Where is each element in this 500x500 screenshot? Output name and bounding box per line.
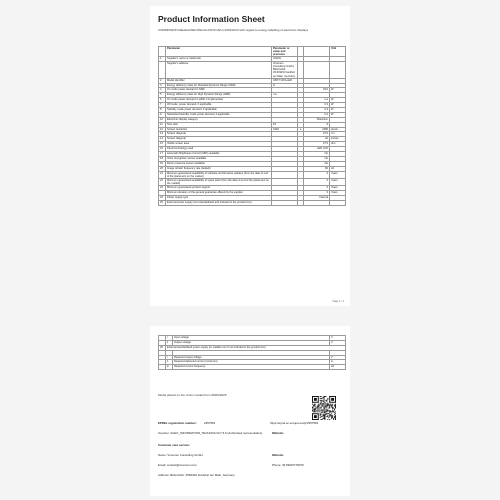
table-cell bbox=[330, 200, 346, 205]
table-cell: Years bbox=[330, 178, 346, 185]
table-cell: 3 bbox=[304, 171, 330, 178]
table-cell: Image refresh frequency rate (default) bbox=[166, 166, 272, 171]
table-cell: Networked standby mode power demand, if applicable bbox=[166, 112, 272, 117]
table-cell: 25 bbox=[159, 200, 166, 205]
table-cell: 1080 bbox=[304, 127, 330, 132]
table-cell: External standardised power supply (or suitable one if not included in the product box) bbox=[166, 345, 346, 350]
table-cell: Required output voltage bbox=[173, 355, 330, 360]
table-cell: 4 bbox=[159, 88, 166, 93]
table-cell: 26 bbox=[159, 345, 166, 350]
table-cell: : bbox=[298, 122, 304, 127]
table-cell bbox=[159, 47, 166, 57]
table-cell: W bbox=[330, 98, 346, 103]
table-cell: 24 bbox=[159, 195, 166, 200]
table-cell: 3 bbox=[304, 178, 330, 185]
table-cell: Energy efficiency class for Standard Dynamic Range (SDR) bbox=[166, 83, 272, 88]
table-cell: pixels bbox=[330, 127, 346, 132]
table-cell: 27.6 bbox=[304, 132, 330, 137]
product-info-table bbox=[158, 46, 346, 206]
table-cell: 16 bbox=[159, 147, 166, 152]
table-cell: Output voltage bbox=[173, 340, 330, 345]
table-cell: 32 bbox=[304, 137, 330, 142]
market-placement-note: Model placed on the Union market from 06/05/2025. bbox=[158, 393, 228, 397]
table-cell: Screen diagonal bbox=[166, 132, 272, 137]
customer-service-heading: Customer care service: bbox=[158, 443, 190, 447]
table-cell: 27.6 bbox=[304, 142, 330, 147]
page-1 bbox=[150, 6, 350, 306]
page-2 bbox=[150, 326, 350, 496]
table-cell: Standby mode power demand, if applicable bbox=[166, 107, 272, 112]
table-cell: inches bbox=[330, 137, 346, 142]
table-cell: iii bbox=[166, 365, 173, 370]
table-cell: 3 bbox=[159, 83, 166, 88]
website2-label: Website: bbox=[272, 453, 284, 457]
table-cell: Input voltage bbox=[173, 336, 330, 341]
table-row bbox=[159, 200, 346, 205]
table-cell: ii bbox=[166, 360, 173, 365]
table-cell: V bbox=[330, 336, 346, 341]
table-cell bbox=[304, 200, 330, 205]
table-cell: 9 bbox=[159, 112, 166, 117]
table-cell: LED LCD bbox=[304, 147, 330, 152]
table-cell: Parameter or value and precision bbox=[272, 47, 298, 57]
importer-line: Importer: ACEO_INFORMATION_TECHNOLOGY 5.6 (Authorised representative) bbox=[158, 431, 263, 435]
table-cell: A bbox=[330, 360, 346, 365]
website-label: Website: bbox=[272, 431, 284, 435]
table-cell: Panel technology used bbox=[166, 147, 272, 152]
table-cell: Energy efficiency class for High Dynamic Range (HDR) bbox=[166, 93, 272, 98]
table-cell: Visible screen area bbox=[166, 142, 272, 147]
table-cell: G bbox=[272, 83, 298, 88]
table-cell: W bbox=[330, 107, 346, 112]
table-row bbox=[159, 171, 346, 178]
sheet-title: Product Information Sheet bbox=[158, 14, 265, 24]
table-cell: Required current frequency bbox=[173, 365, 330, 370]
table-cell: No bbox=[304, 161, 330, 166]
table-cell: ORT-T-ROLLER bbox=[272, 78, 298, 83]
eprel-link[interactable]: https://eprel.ec.europa.eu/qr/2357581 bbox=[270, 421, 319, 425]
table-cell bbox=[304, 47, 330, 57]
table-cell: Vroemen Consulting GmbH, Bahnhofstr. 45,60329 Frankfurt am Main, Germany bbox=[272, 62, 298, 78]
table-cell: V bbox=[330, 340, 346, 345]
table-cell: 0.3 bbox=[304, 103, 330, 108]
table-cell: dm² bbox=[330, 142, 346, 147]
table-cell: Minimum guaranteed availability of spare parts (from the date of end of the placement on the market) bbox=[166, 178, 272, 185]
table-row bbox=[159, 178, 346, 185]
table-cell: On mode power demand in SDR bbox=[166, 88, 272, 93]
table-cell: 8 bbox=[159, 107, 166, 112]
table-cell bbox=[159, 62, 166, 78]
table-cell: Parameter bbox=[166, 47, 272, 57]
table-cell: 2 bbox=[159, 78, 166, 83]
table-cell: 6 bbox=[159, 98, 166, 103]
table-cell: On mode power demand in HDR, if implemented bbox=[166, 98, 272, 103]
table-cell: Electronic display category bbox=[166, 117, 272, 122]
table-cell: Minimum guaranteed product support bbox=[166, 185, 272, 190]
table-cell: Ortizlie bbox=[272, 57, 298, 62]
table-cell: Power supply type bbox=[166, 195, 272, 200]
supplier-name: Name: Vroemen Consulting GmbH bbox=[158, 453, 203, 457]
contact-phone: Phone: 49 69915778079 bbox=[272, 463, 304, 467]
table-cell: 10 bbox=[159, 117, 166, 122]
table-cell: Model identifier bbox=[166, 78, 272, 83]
table-cell: 23.0 bbox=[304, 88, 330, 93]
table-cell bbox=[330, 62, 346, 78]
table-cell: 19 bbox=[159, 161, 166, 166]
eprel-label: EPREL registration number: bbox=[158, 421, 197, 425]
table-cell: Voice recognition sensor available bbox=[166, 156, 272, 161]
table-cell: External power supply (non standardised and included in the product box) bbox=[166, 200, 272, 205]
table-cell: 16 bbox=[272, 122, 298, 127]
table-cell: Unit bbox=[330, 47, 346, 57]
qr-code-icon[interactable] bbox=[312, 396, 336, 420]
table-cell: i bbox=[166, 336, 173, 341]
table-cell: 15 bbox=[159, 142, 166, 147]
table-cell bbox=[159, 365, 166, 370]
contact-email[interactable]: Email: contact@vroemen.com bbox=[158, 463, 197, 467]
table-cell: Years bbox=[330, 185, 346, 190]
table-cell: 23 bbox=[159, 185, 166, 190]
table-cell: 5 bbox=[159, 93, 166, 98]
table-cell: 11 bbox=[159, 122, 166, 127]
table-cell: x bbox=[298, 127, 304, 132]
table-cell: ii bbox=[166, 340, 173, 345]
table-cell: Supplier's address bbox=[166, 62, 272, 78]
table-cell: 0.4 bbox=[304, 112, 330, 117]
table-cell: Screen diagonal bbox=[166, 137, 272, 142]
table-cell: W bbox=[330, 103, 346, 108]
table-cell: 1 bbox=[159, 57, 166, 62]
contact-address: Address: Bahnhofstr. 4560329 Frankfurt am Main, Germany bbox=[158, 473, 235, 477]
table-cell: Size ratio bbox=[166, 122, 272, 127]
table-cell: 7 bbox=[159, 103, 166, 108]
table-cell bbox=[272, 200, 298, 205]
table-cell: 3 bbox=[304, 185, 330, 190]
table-header-row bbox=[159, 47, 346, 57]
table-cell bbox=[272, 171, 298, 178]
table-cell bbox=[304, 62, 330, 78]
table-cell: 1920 bbox=[272, 127, 298, 132]
table-cell: 21 bbox=[159, 171, 166, 178]
page-number: Page 1 / 2 bbox=[332, 300, 344, 303]
eprel-number: 2357581 bbox=[204, 421, 216, 425]
table-cell: 60 bbox=[304, 166, 330, 171]
table-cell: 3 bbox=[304, 190, 330, 195]
table-cell: 14 bbox=[159, 137, 166, 142]
table-cell: Minimum duration of the general guarantee offered by the supplier bbox=[166, 190, 272, 195]
table-cell: n.a bbox=[304, 98, 330, 103]
table-cell: Television bbox=[304, 117, 330, 122]
table-row bbox=[159, 365, 346, 370]
table-row bbox=[159, 62, 346, 78]
table-cell: Room presence sensor available bbox=[166, 161, 272, 166]
table-cell bbox=[272, 178, 298, 185]
table-cell: Minimum guaranteed availability of software and firmware updates (from the date of end of the placement on the market) bbox=[166, 171, 272, 178]
table-cell: Years bbox=[330, 171, 346, 178]
table-cell: n.a bbox=[272, 93, 298, 98]
table-cell: Years bbox=[330, 190, 346, 195]
table-cell: W bbox=[330, 112, 346, 117]
table-cell: 18 bbox=[159, 156, 166, 161]
table-cell: Internal bbox=[304, 195, 330, 200]
table-cell: No bbox=[304, 156, 330, 161]
table-cell: 13 bbox=[159, 132, 166, 137]
table-cell: cm bbox=[330, 132, 346, 137]
table-cell: No bbox=[304, 152, 330, 157]
table-cell: 17 bbox=[159, 152, 166, 157]
power-supply-table bbox=[158, 335, 346, 370]
table-cell: Screen resolution bbox=[166, 127, 272, 132]
table-cell: 0.3 bbox=[304, 107, 330, 112]
table-cell: Supplier's name or trademark bbox=[166, 57, 272, 62]
table-cell: Automatic Brightness Control (ABC) available bbox=[166, 152, 272, 157]
table-cell: 22 bbox=[159, 178, 166, 185]
table-cell: Hz bbox=[330, 166, 346, 171]
table-cell: Hz bbox=[330, 365, 346, 370]
table-cell: Required delivered current (minimum) bbox=[173, 360, 330, 365]
table-cell: 20 bbox=[159, 166, 166, 171]
regulation-subtitle: COMMISSION DELEGATED REGULATION (EU) 2019/2013 with regard to energy labelling of electronic displays bbox=[158, 28, 309, 32]
table-cell: Off mode, power demand, if applicable bbox=[166, 103, 272, 108]
table-cell: 12 bbox=[159, 127, 166, 132]
table-cell: i bbox=[166, 355, 173, 360]
table-cell: 9 bbox=[304, 122, 330, 127]
table-cell: W bbox=[330, 88, 346, 93]
table-cell: V bbox=[330, 355, 346, 360]
